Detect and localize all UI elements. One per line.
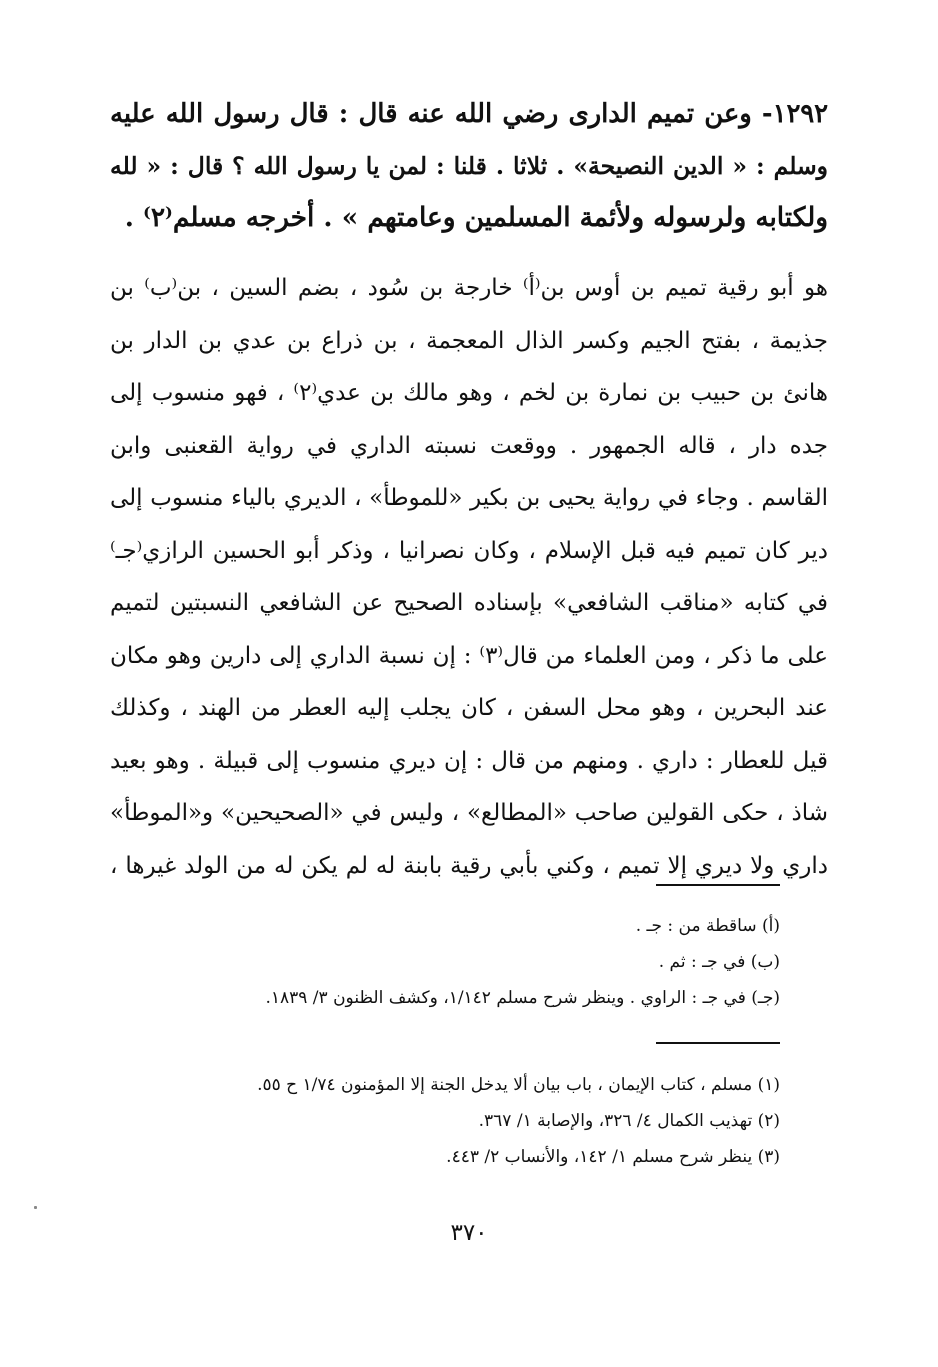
source-footnote: (٢) تهذيب الكمال ٤/ ٣٢٦، والإصابة ١/ ٣٦٧. [478,1111,780,1131]
commentary-line: شاذ ، حكى القولين صاحب «المطالع» ، وليس في «الصحيحين» و«الموطأ» [110,800,828,826]
source-footnote: (١) مسلم ، كتاب الإيمان ، باب بيان ألا يدخل الجنة إلا المؤمنون ١/٧٤ ح ٥٥. [257,1075,780,1095]
commentary-line: دير كان تميم فيه قبل الإسلام ، وكان نصرانيا ، وذكر أبو الحسين الرازي⁽جـ⁾ [110,537,828,564]
source-footnotes [120,1067,780,1175]
variant-footnote: (جـ) في جـ : الراوي . وينظر شرح مسلم ١/١٤٢، وكشف الظنون ٣/ ١٨٣٩. [265,988,780,1008]
commentary-line: على ما ذكر ، ومن العلماء من قال⁽٣⁾ : إن نسبة الداري إلى دارين وهو مكان [110,642,829,669]
footnote-divider [656,1042,780,1044]
commentary-text [110,262,828,892]
commentary-line: هانئ بن حبيب بن نمارة بن لخم ، وهو مالك بن عدي⁽٢⁾ ، فهو منسوب إلى [110,380,828,406]
commentary-line: في كتابه «مناقب الشافعي» بإسناده الصحيح عن الشافعي النسبتين لتميم [110,590,828,616]
commentary-line: هو أبو رقية تميم بن أوس بن⁽أ⁾ خارجة بن سُود ، بضم السين ، بن⁽ب⁾ بن [110,275,828,301]
variant-footnotes [120,908,780,1016]
footnote-divider [656,884,780,886]
scan-speck [34,1206,37,1209]
hadith-line-1: ١٢٩٢- وعن تميم الدارى رضي الله عنه قال : قال رسول الله عليه [110,99,828,129]
source-footnote: (٣) ينظر شرح مسلم ١/ ١٤٢، والأنساب ٢/ ٤٤٣. [446,1147,780,1167]
commentary-line: القاسم . وجاء في رواية يحيى بن بكير «للموطأ» ، الديري بالياء منسوب إلى [110,485,828,511]
commentary-line: جده دار ، قاله الجمهور . ووقعت نسبته الداري في رواية القعنبى وابن [110,432,828,459]
variant-footnote: (ب) في جـ : ثم . [658,952,780,972]
page-number: ٣٧٠ [450,1220,488,1246]
commentary-line: عند البحرين ، وهو محل السفن ، كان يجلب إليه العطر من الهند ، وكذلك [110,695,828,721]
commentary-line: قيل للعطار : داري . ومنهم من قال : إن ديري منسوب إلى قبيلة . وهو بعيد [110,747,828,774]
variant-footnote: (أ) ساقطة من : جـ . [635,916,780,936]
hadith-line-3: ولكتابه ولرسوله ولأئمة المسلمين وعامتهم » . أخرجه مسلم⁽٢⁾ . [124,202,828,233]
commentary-line: داري ولا ديري إلا تميم ، وكني بأبي رقية بابنة له لم يكن له من الولد غيرها ، [110,852,828,879]
hadith-line-2: وسلم : « الدين النصيحة» . ثلاثا . قلنا : لمن يا رسول الله ؟ قال : « لله [110,152,828,180]
commentary-line: جذيمة ، بفتح الجيم وكسر الذال المعجمة ، بن ذراع بن عدي بن الدار بن [110,327,828,354]
hadith-text [110,88,828,244]
